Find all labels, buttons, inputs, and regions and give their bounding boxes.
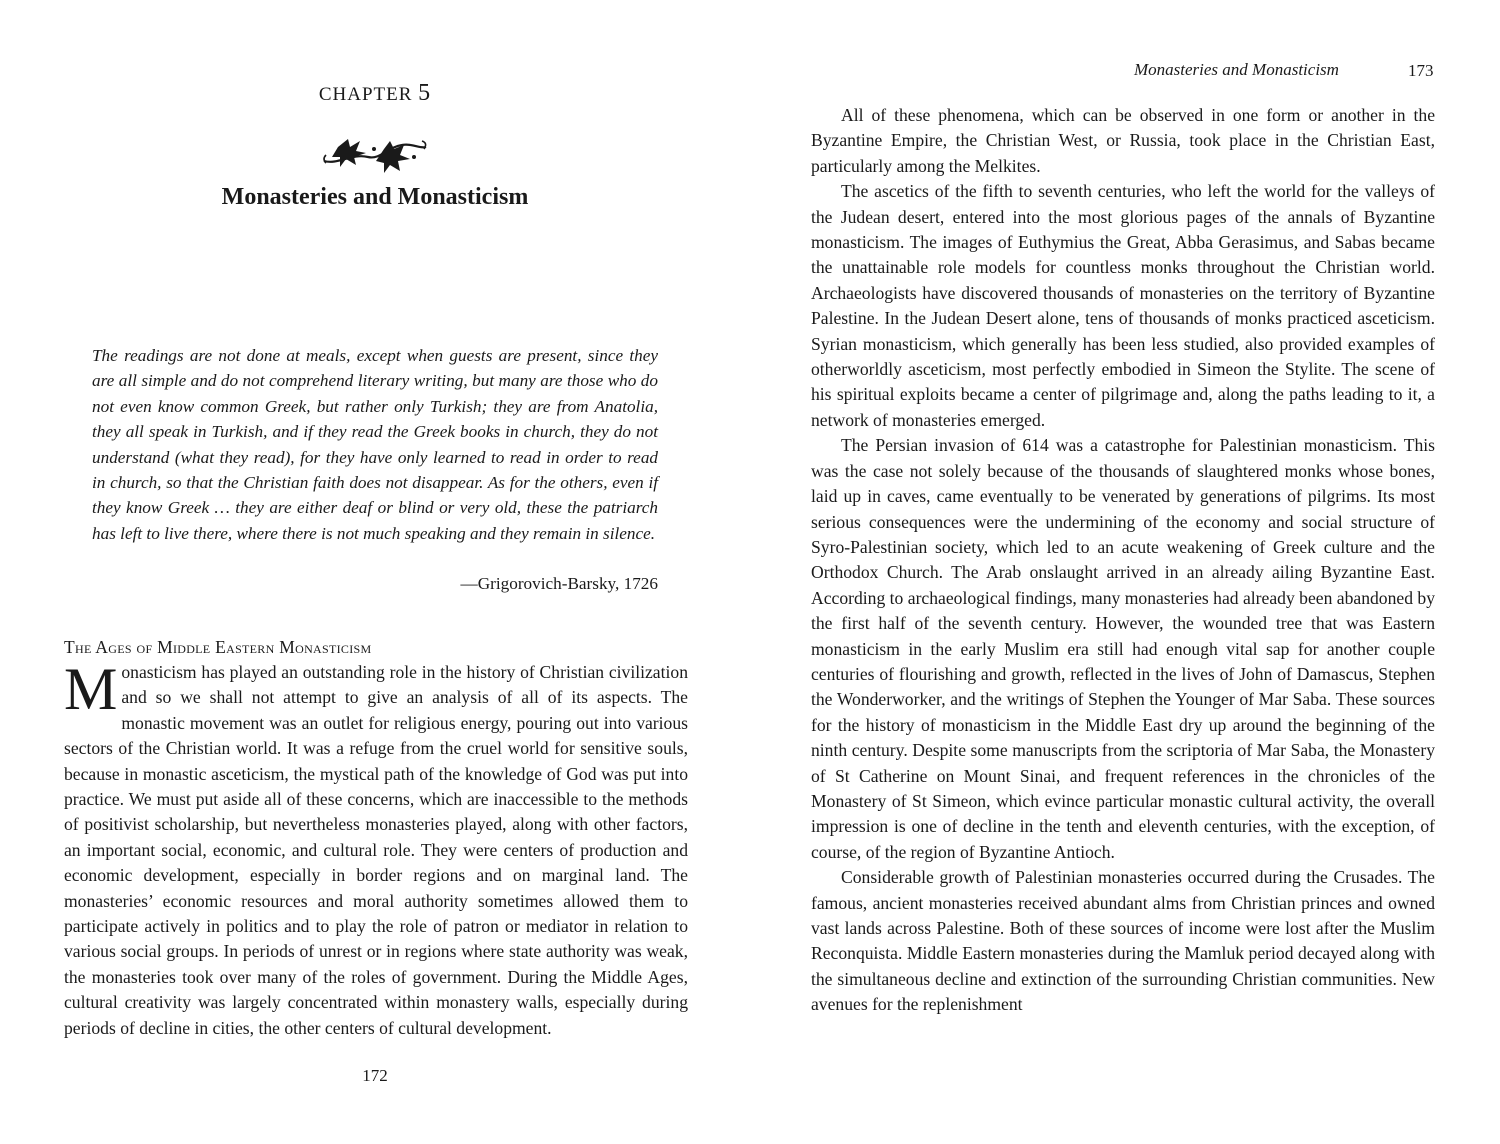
chapter-label: [0, 80, 750, 107]
body-paragraph: Considerable growth of Palestinian monasteries occurred during the Crusades. The famous, ancient monasteries received abundant alms from Christian princes and owned vast lands across Palestine. Both of these sources of income were lost after the Muslim Reconquista. Middle Eastern monasteries during the Mamluk period decayed along with the simultaneous decline and extinction of the surrounding Christian communities. New avenues for the replenishment: [811, 867, 1435, 1015]
body-paragraph: [64, 656, 688, 1041]
epigraph-attribution: —Grigorovich-Barsky, 1726: [460, 574, 658, 593]
body-paragraph: All of these phenomena, which can be observed in one form or another in the Byzantine Empire, the Christian West, or Russia, took place in the Christian East, particularly among the Melkites.: [811, 105, 1435, 176]
running-head: Monasteries and Monasticism: [1134, 60, 1339, 79]
page-number-right: 173: [1408, 61, 1434, 80]
paragraph-text: onasticism has played an outstanding role in the history of Christian civilization and so we shall not attempt to give an analysis of all of its aspects. The monastic movement was an outlet for religious energy, pouring out into various sectors of the Christian world. It was a refuge from the cruel world for sensitive souls, because in monastic asceticism, the mystical path of the knowledge of God was put into practice. We must put aside all of these concerns, which are inaccessible to the methods of positivist scholarship, but nevertheless monasteries played, along with other factors, an important social, economic, and cultural role. They were centers of production and economic development, especially in border regions and on marginal land. The monasteries’ economic resources and moral authority sometimes allowed them to participate actively in politics and to play the role of patron or mediator in relation to various social groups. In periods of unrest or in regions where state authority was weak, the monasteries took over many of the roles of government. During the Middle Ages, cultural creativity was largely concentrated within monastery walls, especially during periods of decline in cities, the other centers of cultural development.: [64, 662, 688, 1038]
floral-vine-ornament-icon: [318, 135, 432, 175]
body-paragraph: The ascetics of the fifth to seventh centuries, who left the world for the valleys of the Judean desert, entered into the most glorious pages of the annals of Byzantine monasticism. The images of Euthymius the Great, Abba Gerasimus, and Sabas became the unattainable role models for countless monks throughout the Christian world. Archaeologists have discovered thousands of monasteries on the territory of Byzantine Palestine. In the Judean Desert alone, tens of thousands of monks practiced asceticism. Syrian monasticism, which generally has been less studied, also provided examples of otherworldly asceticism, most perfectly embodied in Simeon the Stylite. The scene of his spiritual exploits became a center of pilgrimage and, along the paths leading to it, a network of monasteries emerged.: [811, 181, 1435, 430]
chapter-title: Monasteries and Monasticism: [221, 184, 529, 210]
drop-cap: M: [64, 656, 118, 722]
body-paragraph: The Persian invasion of 614 was a catastrophe for Palestinian monasticism. This was the case not solely because of the thousands of slaughtered monks whose bones, laid up in caves, came eventually to be venerated by generations of pilgrims. Its most serious consequences were the undermining of the economy and social structure of Syro-Palestinian society, which led to an acute weakening of Greek culture and the Orthodox Church. The Arab onslaught arrived in an already ailing Byzantine East. According to archaeological findings, many monasteries had already been abandoned by the first half of the seventh century. However, the wounded tree that was Eastern monasticism in the early Muslim era still had enough vital sap for another couple centuries of flourishing and growth, reflected in the lives of John of Damascus, Stephen the Wonderworker, and the writings of Stephen the Younger of Mar Saba. These sources for the history of monasticism in the Middle East dry up around the beginning of the ninth century. Despite some manuscripts from the scriptoria of Mar Saba, the Monastery of St Catherine on Mount Sinai, and frequent references in the chronicles of the Monastery of St Simeon, which evince particular monastic cultural activity, the overall impression is one of decline in the tenth and eleventh centuries, with the exception, of course, of the region of Byzantine Antioch.: [811, 435, 1435, 862]
epigraph-quote: The readings are not done at meals, except when guests are present, since they are all simple and do not comprehend literary writing, but many are those who do not even know common Greek, but rather only Turkish; they are from Anatolia, they all speak in Turkish, and if they read the Greek books in church, they do not understand (what they read), for they have only learned to read in order to read in church, so that the Christian faith does not disappear. As for the others, even if they know Greek … they are either deaf or blind or very old, these the patriarch has left to live there, where there is not much speaking and they remain in silence.: [92, 346, 658, 543]
section-heading: The Ages of Middle Eastern Monasticism: [64, 637, 372, 657]
right-body-text: [811, 103, 1435, 1018]
left-body-text: [64, 656, 688, 1041]
page-number-left: 172: [362, 1066, 388, 1085]
chapter-number: 5: [418, 80, 432, 106]
chapter-label-text: CHAPTER: [318, 84, 413, 105]
